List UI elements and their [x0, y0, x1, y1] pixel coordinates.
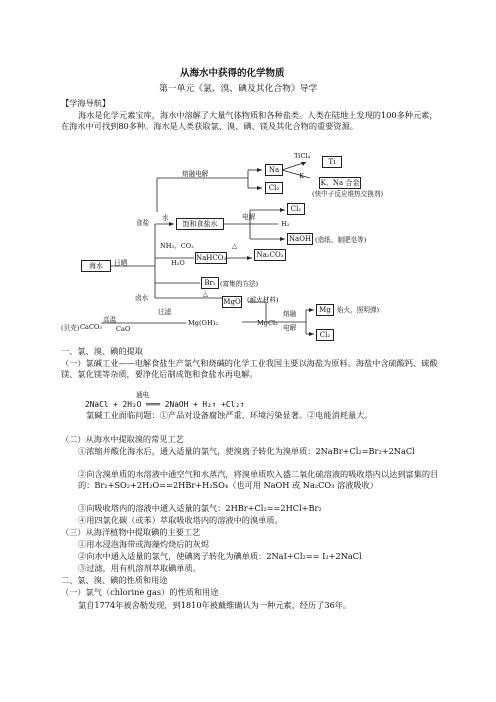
bromine-step-2: ②向含溴单质的水溶液中通空气和水蒸汽，将溴单质吹入盛二氧化硫溶液的吸收塔内以达到富集的目的：Br₂+SO₂+2H₂O==2HBr+H₂SO₄（也可用 NaOH 或 Na₂CO₃ 溶液吸收） — [78, 469, 439, 491]
label-heat-triangle-1: △ — [232, 242, 238, 250]
label-heat-triangle-2: △ — [203, 290, 209, 298]
label-k: K — [299, 172, 304, 180]
label-high-temp: 高温 — [103, 316, 117, 324]
bromine-step-3: ③向吸收塔内的溶液中通入适量的氯气：2HBr+Cl₂==2HCl+Br₂ — [78, 503, 322, 513]
box-mgo: MgO — [223, 298, 241, 306]
section-1-heading: 一、氯、溴、碘的提取 — [61, 346, 143, 356]
intro-paragraph: 海水是化学元素宝库，海水中溶解了大量气体物质和各种盐类。人类在陆地上发现的100多种元素，在海水中可找到80多种。海水是人类获取氯、溴、碘、镁及其化合物的重要资源。 — [61, 110, 438, 132]
label-flare-note: 焰火，照明弹) — [337, 306, 380, 314]
label-brine: 卤水 — [135, 294, 149, 302]
iodine-step-2: ②向水中通入适量的氯气，使碘离子转化为碘单质：2NaI+Cl₂== I₂+2NaCl — [78, 551, 362, 561]
label-h2: H₂ — [281, 220, 290, 228]
box-saturated-brine: 饱和食盐水 — [176, 218, 224, 230]
label-salt: 食盐 — [136, 219, 150, 227]
box-na2co3: Na₂CO₃ — [254, 249, 286, 261]
last-line: 氯自1774年被舍勒发现，到1810年被戴维确认为一种元素，经历了36年。 — [78, 600, 352, 610]
iodine-step-3: ③过滤，用有机溶剂萃取碘单质。 — [78, 563, 201, 573]
equation-1: 2NaCl + 2H₂O ═══ 2NaOH + H₂↑ +Cl₂↑ — [85, 400, 245, 409]
box-k-na-alloy: K、Na 合金 — [320, 179, 360, 187]
box-cl2-mid: Cl₂ — [287, 203, 305, 215]
label-melt-electrolysis: 熔融电解 — [182, 170, 209, 178]
label-melt: 熔融 — [283, 310, 297, 318]
label-electrolysis-2: 电解 — [283, 324, 297, 332]
section-2-heading: 二、氯、溴、碘的性质和用途 — [61, 575, 168, 585]
label-mgcl2: MgCl₂ — [257, 319, 278, 327]
subsection-chlorine-gas: （一）氯气（chlorine gas）的性质和用途 — [61, 587, 219, 597]
box-cl2-top: Cl₂ — [265, 182, 283, 194]
box-cl2-bottom: Cl₂ — [316, 329, 334, 341]
box-br2: Br₂ — [201, 277, 219, 289]
iodine-step-1: ①用水浸泡海带或海藻灼烧后的灰烬 — [78, 539, 210, 549]
box-seawater: 海水 — [81, 260, 111, 272]
label-caco3: CaCO₃ — [80, 323, 103, 331]
box-naoh: NaOH — [288, 235, 312, 243]
label-filter: 过滤 — [158, 308, 172, 316]
chlor-alkali-paragraph: （一）氯碱工业——电解食盐生产氯气和烧碱的化学工业我国主要以海盐为原料。海盐中含硫酸钙、硫酸镁、氯化镁等杂质，要净化后制成饱和食盐水再电解。 — [61, 358, 438, 380]
label-reactor-note: (快中子反应堆热交换剂) — [312, 190, 384, 198]
label-naoh-note: (造纸、制肥皂等) — [315, 236, 367, 244]
box-nahco3: NaHCO₃ — [196, 254, 227, 262]
label-cao: CaO — [116, 325, 131, 333]
box-mg: Mg — [316, 304, 334, 316]
equation-condition: 通电 — [136, 391, 150, 399]
box-na: Na — [265, 164, 283, 176]
box-ti: Ti — [322, 156, 342, 168]
chlor-alkali-problem: 氯碱工业面临问题：①产品对设备腐蚀严重、环境污染显著。②电能消耗量大。 — [86, 410, 373, 420]
guide-heading: 【学海导航】 — [61, 98, 111, 108]
page-title: 从海水中获得的化学物质 — [180, 68, 285, 79]
label-shell: (贝壳) — [61, 324, 80, 332]
label-electrolysis: 电解 — [242, 213, 256, 221]
label-br2-note: (富集的方法) — [220, 280, 259, 288]
label-ticl4: TiCl₄ — [294, 152, 311, 160]
label-nh3-co2: NH₃、CO₂ — [160, 242, 194, 250]
subsection-iodine: （三）从海洋植物中提取碘的主要工艺 — [61, 527, 201, 537]
bromine-step-4: ④用四氯化碳（或苯）萃取吸收塔内的溶液中的溴单质。 — [78, 515, 283, 525]
label-sun-dry: 日晒 — [114, 259, 128, 267]
label-mgoh2: Mg(OH)₂ — [188, 319, 218, 327]
bromine-step-1: ①浓缩并酸化海水后，通入适量的氯气，使溴离子转化为溴单质：2NaBr+Cl₂=Br₂+2NaCl — [78, 446, 415, 456]
subsection-bromine: （二）从海水中提取溴的常见工艺 — [61, 434, 184, 444]
label-h2o: H₂O — [171, 259, 185, 267]
label-water: 水 — [162, 214, 169, 222]
page-subtitle: 第一单元《氯、溴、碘及其化合物》导学 — [159, 84, 318, 94]
label-refractory: (耐火材料) — [247, 296, 279, 304]
